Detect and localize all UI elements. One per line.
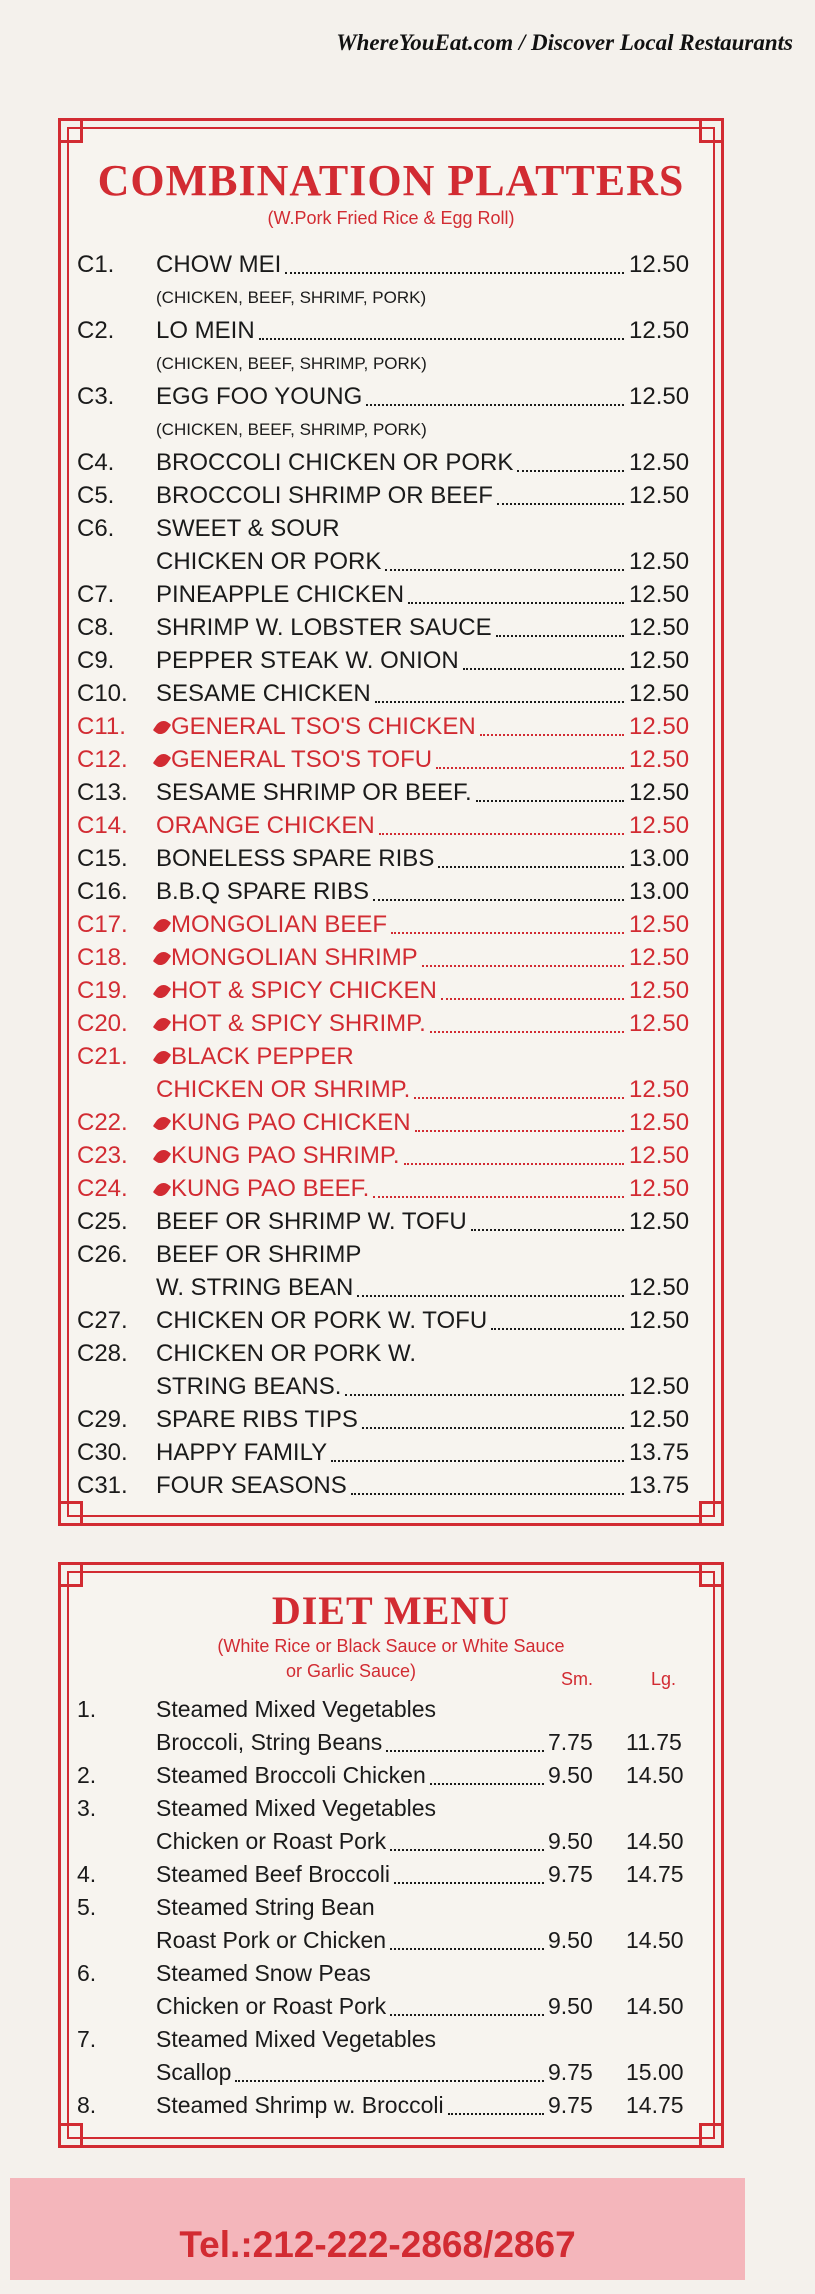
item-name — [156, 512, 340, 545]
item-name-text: BROCCOLI CHICKEN OR PORK — [156, 449, 514, 476]
item-code: C19. — [77, 977, 128, 1004]
item-name — [156, 1172, 369, 1205]
dot-leader — [414, 1097, 624, 1099]
frame-corner — [699, 118, 724, 143]
item-name-text: BEEF OR SHRIMP W. TOFU — [156, 1208, 467, 1235]
menu-item-row — [61, 941, 721, 974]
diet-price-large: 14.75 — [626, 1861, 684, 1887]
item-price: 13.75 — [629, 1439, 690, 1466]
diet-price-large: 14.50 — [626, 1993, 684, 2019]
diet-item-name: Steamed Mixed Vegetables — [156, 1696, 437, 1722]
frame-corner — [699, 1501, 724, 1526]
item-name — [156, 1238, 361, 1271]
dot-leader — [386, 1750, 544, 1752]
item-price: 13.00 — [629, 878, 690, 905]
item-name-text: CHICKEN OR SHRIMP. — [156, 1076, 411, 1103]
diet-item-code: 5. — [77, 1894, 97, 1920]
dot-leader — [235, 2080, 544, 2082]
item-name — [156, 281, 426, 314]
dot-leader — [331, 1460, 624, 1462]
item-name-text: B.B.Q SPARE RIBS — [156, 878, 369, 905]
item-name-text: GENERAL TSO'S CHICKEN — [171, 713, 476, 740]
menu-item-row — [61, 842, 721, 875]
dot-leader — [391, 932, 624, 934]
menu-item-row — [61, 347, 721, 380]
menu-item-row — [61, 413, 721, 446]
diet-item-name: Chicken or Roast Pork — [156, 1828, 387, 1854]
item-code: C30. — [77, 1439, 128, 1466]
dot-leader — [430, 1031, 624, 1033]
item-name — [156, 1370, 341, 1403]
menu-item-row — [61, 710, 721, 743]
dot-leader — [408, 602, 624, 604]
item-price: 12.50 — [629, 581, 690, 608]
dot-leader — [379, 833, 624, 835]
item-code: C14. — [77, 812, 128, 839]
item-code: C11. — [77, 713, 126, 740]
menu-item-row — [61, 380, 721, 413]
chili-icon — [153, 751, 171, 770]
item-code: C25. — [77, 1208, 128, 1235]
dot-leader — [404, 1163, 624, 1165]
dot-leader — [480, 734, 624, 736]
dot-leader — [390, 2014, 544, 2016]
item-price: 12.50 — [629, 1307, 690, 1334]
item-code: C9. — [77, 647, 115, 674]
chili-icon — [153, 982, 171, 1001]
item-name — [156, 710, 476, 743]
item-name-text: MONGOLIAN SHRIMP — [171, 944, 418, 971]
item-name — [156, 1040, 354, 1073]
frame-corner — [58, 1562, 83, 1587]
dot-leader — [415, 1130, 624, 1132]
diet-price-large: 11.75 — [626, 1729, 682, 1755]
item-name-text: CHICKEN OR PORK W. TOFU — [156, 1307, 488, 1334]
diet-price-small: 9.50 — [548, 1927, 593, 1953]
chili-icon — [153, 1048, 171, 1067]
chili-icon — [153, 1147, 171, 1166]
diet-price-large: 14.50 — [626, 1762, 684, 1788]
diet-item-row — [61, 1792, 721, 1825]
diet-item-name: Steamed String Bean — [156, 1894, 375, 1920]
item-name-text: EGG FOO YOUNG — [156, 383, 363, 410]
diet-price-small: 9.75 — [548, 2059, 593, 2085]
item-name — [156, 974, 437, 1007]
item-name — [156, 446, 513, 479]
item-name-text: CHOW MEI — [156, 251, 282, 278]
dot-leader — [476, 800, 624, 802]
item-code: C15. — [77, 845, 128, 872]
item-price: 12.50 — [629, 482, 690, 509]
item-price: 12.50 — [629, 317, 690, 344]
menu-item-row — [61, 1040, 721, 1073]
item-price: 12.50 — [629, 1142, 690, 1169]
item-name — [156, 578, 404, 611]
menu-item-row — [61, 1172, 721, 1205]
diet-item-code: 8. — [77, 2092, 97, 2118]
diet-price-small: 7.75 — [548, 1729, 593, 1755]
menu-item-row — [61, 974, 721, 1007]
item-price: 12.50 — [629, 449, 690, 476]
dot-leader — [422, 965, 624, 967]
item-name — [156, 1436, 327, 1469]
diet-item-row — [61, 1693, 721, 1726]
diet-col-large-header: Lg. — [651, 1669, 677, 1689]
item-price: 12.50 — [629, 1208, 690, 1235]
diet-item-name: Chicken or Roast Pork — [156, 1993, 387, 2019]
menu-item-row — [61, 611, 721, 644]
menu-item-row — [61, 1403, 721, 1436]
item-price: 12.50 — [629, 614, 690, 641]
item-price: 12.50 — [629, 680, 690, 707]
item-code: C23. — [77, 1142, 128, 1169]
dot-leader — [436, 767, 624, 769]
item-code: C1. — [77, 251, 115, 278]
item-name-text: SWEET & SOUR — [156, 515, 340, 542]
item-price: 12.50 — [629, 1373, 690, 1400]
item-price: 12.50 — [629, 746, 690, 773]
item-name-text: SHRIMP W. LOBSTER SAUCE — [156, 614, 492, 641]
item-code: C21. — [77, 1043, 128, 1070]
diet-price-small: 9.50 — [548, 1828, 593, 1854]
frame-corner — [58, 1501, 83, 1526]
frame-corner — [58, 118, 83, 143]
diet-price-small: 9.50 — [548, 1993, 593, 2019]
phone-bar — [10, 2178, 745, 2280]
dot-leader — [463, 668, 624, 670]
chili-icon — [153, 1015, 171, 1034]
item-code: C24. — [77, 1175, 128, 1202]
phone-number: Tel.:212-222-2868/2867 — [179, 2224, 576, 2265]
item-name-text: BLACK PEPPER — [171, 1043, 354, 1070]
menu-item-row — [61, 1007, 721, 1040]
menu-item-row — [61, 512, 721, 545]
item-name-text: KUNG PAO CHICKEN — [171, 1109, 411, 1136]
diet-item-name: Steamed Mixed Vegetables — [156, 1795, 437, 1821]
item-code: C13. — [77, 779, 128, 806]
item-code: C12. — [77, 746, 128, 773]
item-name — [156, 1271, 353, 1304]
diet-price-small: 9.50 — [548, 1762, 593, 1788]
item-name-text: (CHICKEN, BEEF, SHRIMF, PORK) — [156, 288, 427, 307]
item-code: C29. — [77, 1406, 128, 1433]
diet-item-name: Broccoli, String Beans — [156, 1729, 383, 1755]
menu-item-row — [61, 1436, 721, 1469]
item-name — [156, 248, 281, 281]
diet-price-large: 15.00 — [626, 2059, 684, 2085]
item-name — [156, 314, 255, 347]
item-name-text: BONELESS SPARE RIBS — [156, 845, 435, 872]
diet-item-row — [61, 1957, 721, 1990]
dot-leader — [517, 470, 624, 472]
item-code: C5. — [77, 482, 115, 509]
dot-leader — [448, 2113, 544, 2115]
item-code: C4. — [77, 449, 115, 476]
item-name-text: (CHICKEN, BEEF, SHRIMP, PORK) — [156, 354, 427, 373]
chili-icon — [153, 949, 171, 968]
chili-icon — [153, 718, 171, 737]
chili-icon — [153, 1180, 171, 1199]
item-name — [156, 1106, 411, 1139]
item-price: 13.00 — [629, 845, 690, 872]
diet-subtitle-line1: (White Rice or Black Sauce or White Sauce — [217, 1636, 565, 1656]
combo-title: COMBINATION PLATTERS — [97, 156, 685, 205]
menu-item-row — [61, 644, 721, 677]
item-name-text: PINEAPPLE CHICKEN — [156, 581, 405, 608]
item-code: C18. — [77, 944, 128, 971]
dot-leader — [373, 899, 624, 901]
menu-item-row — [61, 875, 721, 908]
item-price: 12.50 — [629, 911, 690, 938]
site-watermark: WhereYouEat.com / Discover Local Restaurants — [336, 30, 793, 55]
item-name-text: HOT & SPICY CHICKEN — [171, 977, 437, 1004]
item-name — [156, 644, 459, 677]
diet-price-small: 9.75 — [548, 2092, 593, 2118]
menu-item-row — [61, 446, 721, 479]
item-name — [156, 347, 427, 380]
item-name — [156, 545, 381, 578]
diet-title: DIET MENU — [271, 1588, 511, 1633]
item-name — [156, 809, 375, 842]
item-name — [156, 1007, 426, 1040]
item-price: 12.50 — [629, 1274, 690, 1301]
diet-item-row — [61, 1759, 721, 1792]
item-name-text: CHICKEN OR PORK — [156, 548, 382, 575]
dot-leader — [362, 1427, 624, 1429]
dot-leader — [471, 1229, 624, 1231]
menu-item-row — [61, 1337, 721, 1370]
item-name-text: HOT & SPICY SHRIMP. — [171, 1010, 426, 1037]
menu-item-row — [61, 1469, 721, 1502]
menu-item-row — [61, 1139, 721, 1172]
dot-leader — [259, 338, 624, 340]
item-name-text: BEEF OR SHRIMP — [156, 1241, 362, 1268]
item-name-text: LO MEIN — [156, 317, 255, 344]
item-price: 12.50 — [629, 713, 690, 740]
diet-item-row — [61, 1990, 721, 2023]
item-name-text: HAPPY FAMILY — [156, 1439, 328, 1466]
diet-menu-panel — [58, 1562, 724, 2148]
dot-leader — [385, 569, 624, 571]
item-name — [156, 479, 493, 512]
item-name-text: SESAME CHICKEN — [156, 680, 371, 707]
diet-item-name: Steamed Mixed Vegetables — [156, 2026, 437, 2052]
item-name — [156, 875, 369, 908]
item-price: 12.50 — [629, 251, 690, 278]
menu-item-row — [61, 545, 721, 578]
item-name-text: CHICKEN OR PORK W. — [156, 1340, 417, 1367]
diet-price-large: 14.50 — [626, 1828, 684, 1854]
item-code: C8. — [77, 614, 115, 641]
item-name-text: GENERAL TSO'S TOFU — [171, 746, 433, 773]
dot-leader — [438, 866, 624, 868]
item-code: C2. — [77, 317, 115, 344]
item-name-text: ORANGE CHICKEN — [156, 812, 375, 839]
frame-corner — [58, 2123, 83, 2148]
diet-item-name: Steamed Snow Peas — [156, 1960, 371, 1986]
item-code: C7. — [77, 581, 115, 608]
frame-corner — [699, 2123, 724, 2148]
item-name — [156, 1139, 400, 1172]
item-name-text: PEPPER STEAK W. ONION — [156, 647, 459, 674]
diet-item-name: Steamed Broccoli Chicken — [156, 1762, 426, 1788]
menu-item-row — [61, 479, 721, 512]
menu-item-row — [61, 809, 721, 842]
item-price: 12.50 — [629, 944, 690, 971]
item-name-text: STRING BEANS. — [156, 1373, 342, 1400]
item-name — [156, 1469, 347, 1502]
menu-item-row — [61, 677, 721, 710]
item-name-text: KUNG PAO BEEF. — [171, 1175, 370, 1202]
menu-item-row — [61, 1073, 721, 1106]
dot-leader — [357, 1295, 624, 1297]
diet-item-row — [61, 2089, 721, 2122]
item-name — [156, 743, 432, 776]
item-price: 12.50 — [629, 1175, 690, 1202]
item-price: 12.50 — [629, 1109, 690, 1136]
diet-item-name: Roast Pork or Chicken — [156, 1927, 387, 1953]
item-name — [156, 1337, 416, 1370]
diet-item-code: 7. — [77, 2026, 97, 2052]
diet-item-name: Scallop — [156, 2059, 232, 2085]
menu-item-row — [61, 1106, 721, 1139]
item-code: C6. — [77, 515, 115, 542]
dot-leader — [394, 1882, 544, 1884]
item-code: C3. — [77, 383, 115, 410]
item-name — [156, 941, 418, 974]
dot-leader — [390, 1948, 544, 1950]
diet-item-code: 2. — [77, 1762, 97, 1788]
diet-price-large: 14.50 — [626, 1927, 684, 1953]
item-name — [156, 413, 427, 446]
item-price: 13.75 — [629, 1472, 690, 1499]
item-code: C31. — [77, 1472, 128, 1499]
menu-item-row — [61, 281, 721, 314]
diet-item-name: Steamed Shrimp w. Broccoli — [156, 2092, 444, 2118]
dot-leader — [441, 998, 624, 1000]
item-price: 12.50 — [629, 548, 690, 575]
item-name — [156, 1205, 467, 1238]
item-name-text: SESAME SHRIMP OR BEEF. — [156, 779, 472, 806]
diet-item-row — [61, 1726, 721, 1759]
chili-icon — [153, 916, 171, 935]
item-code: C28. — [77, 1340, 128, 1367]
menu-item-row — [61, 578, 721, 611]
dot-leader — [496, 635, 624, 637]
item-price: 12.50 — [629, 1010, 690, 1037]
diet-item-code: 1. — [77, 1696, 97, 1722]
diet-item-row — [61, 1891, 721, 1924]
diet-item-code: 3. — [77, 1795, 97, 1821]
item-name-text: W. STRING BEAN — [156, 1274, 354, 1301]
menu-item-row — [61, 1271, 721, 1304]
item-name — [156, 611, 492, 644]
item-price: 12.50 — [629, 383, 690, 410]
dot-leader — [366, 404, 624, 406]
item-price: 12.50 — [629, 977, 690, 1004]
diet-col-small-header: Sm. — [561, 1669, 594, 1689]
menu-item-row — [61, 776, 721, 809]
diet-price-small: 9.75 — [548, 1861, 593, 1887]
item-name — [156, 842, 434, 875]
item-name-text: KUNG PAO SHRIMP. — [171, 1142, 400, 1169]
diet-item-row — [61, 2056, 721, 2089]
item-price: 12.50 — [629, 1076, 690, 1103]
item-name-text: BROCCOLI SHRIMP OR BEEF — [156, 482, 493, 509]
diet-subtitle-line2: or Garlic Sauce) — [285, 1661, 417, 1681]
chili-icon — [153, 1114, 171, 1133]
item-code: C20. — [77, 1010, 128, 1037]
item-code: C10. — [77, 680, 128, 707]
item-name — [156, 776, 472, 809]
item-code: C17. — [77, 911, 128, 938]
menu-item-row — [61, 1238, 721, 1271]
item-code: C22. — [77, 1109, 128, 1136]
item-name — [156, 677, 371, 710]
menu-item-row — [61, 1205, 721, 1238]
diet-item-row — [61, 1825, 721, 1858]
dot-leader — [390, 1849, 544, 1851]
dot-leader — [430, 1783, 544, 1785]
item-name — [156, 1073, 410, 1106]
item-name — [156, 380, 362, 413]
item-name — [156, 1304, 487, 1337]
dot-leader — [285, 272, 624, 274]
item-name-text: (CHICKEN, BEEF, SHRIMP, PORK) — [156, 420, 427, 439]
item-code: C16. — [77, 878, 128, 905]
frame-corner — [699, 1562, 724, 1587]
menu-item-row — [61, 248, 721, 281]
item-price: 12.50 — [629, 1406, 690, 1433]
item-price: 12.50 — [629, 647, 690, 674]
diet-item-name: Steamed Beef Broccoli — [156, 1861, 390, 1887]
item-name-text: FOUR SEASONS — [156, 1472, 347, 1499]
dot-leader — [345, 1394, 624, 1396]
dot-leader — [373, 1196, 624, 1198]
dot-leader — [375, 701, 624, 703]
menu-item-row — [61, 1304, 721, 1337]
diet-price-large: 14.75 — [626, 2092, 684, 2118]
item-price: 12.50 — [629, 779, 690, 806]
item-name-text: MONGOLIAN BEEF — [171, 911, 388, 938]
item-code: C27. — [77, 1307, 128, 1334]
dot-leader — [491, 1328, 624, 1330]
combination-platters-panel — [58, 118, 724, 1526]
diet-item-code: 4. — [77, 1861, 97, 1887]
item-name-text: SPARE RIBS TIPS — [156, 1406, 358, 1433]
menu-item-row — [61, 314, 721, 347]
menu-item-row — [61, 908, 721, 941]
combo-subtitle: (W.Pork Fried Rice & Egg Roll) — [267, 208, 515, 228]
diet-item-row — [61, 2023, 721, 2056]
item-name — [156, 908, 387, 941]
item-price: 12.50 — [629, 812, 690, 839]
dot-leader — [497, 503, 624, 505]
item-code: C26. — [77, 1241, 128, 1268]
diet-item-row — [61, 1858, 721, 1891]
diet-item-row — [61, 1924, 721, 1957]
menu-item-row — [61, 1370, 721, 1403]
item-name — [156, 1403, 358, 1436]
dot-leader — [351, 1493, 624, 1495]
menu-item-row — [61, 743, 721, 776]
diet-item-code: 6. — [77, 1960, 97, 1986]
